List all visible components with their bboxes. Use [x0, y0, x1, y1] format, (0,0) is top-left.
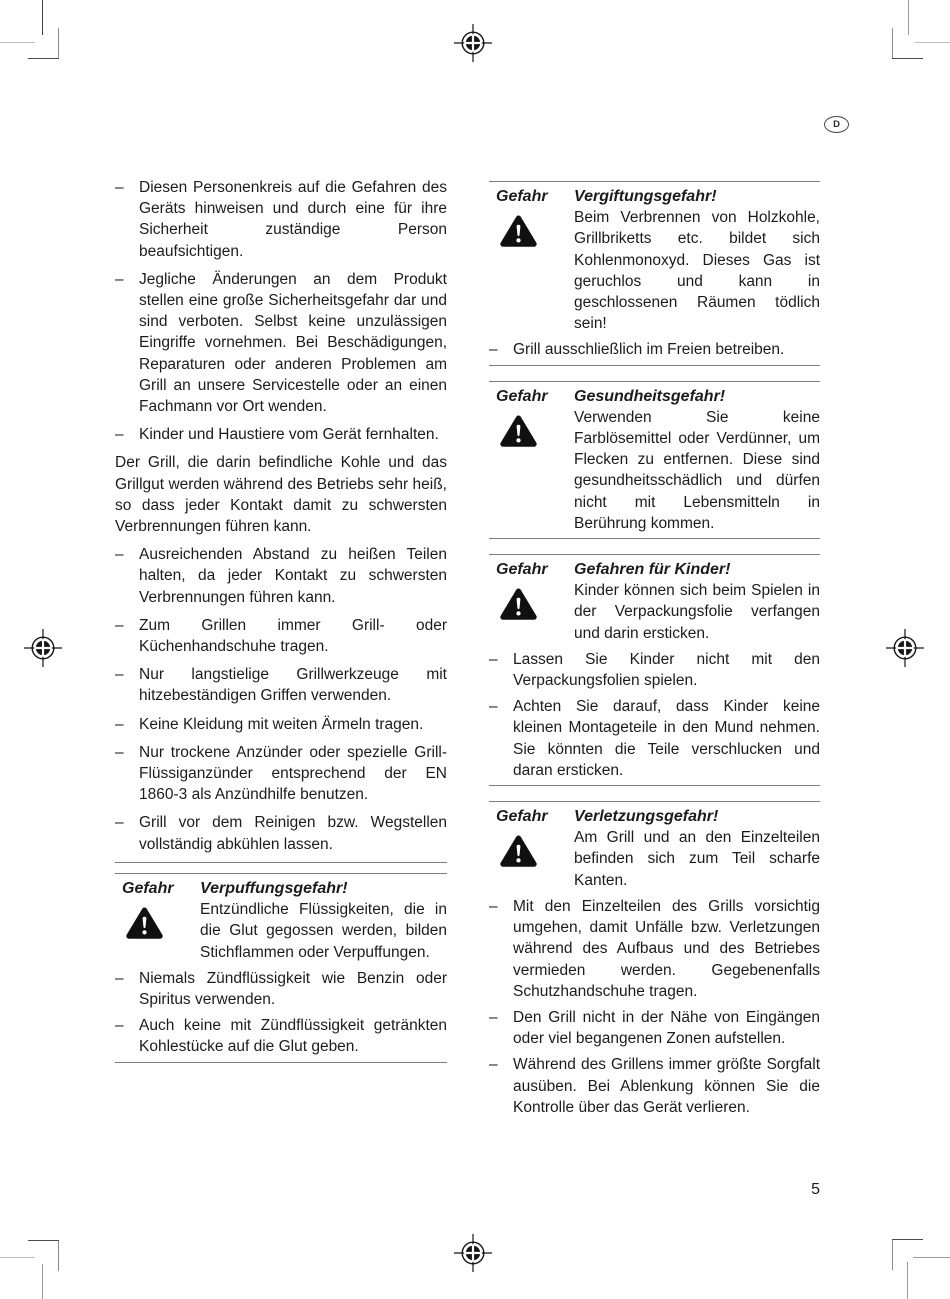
list-item: – Diesen Personenkreis auf die Gefahren des Geräts hinweisen und durch eine für ihre Sicherheit zuständige Person beaufsichtigen. — [115, 177, 447, 262]
warning-body: Beim Verbrennen von Holzkohle, Grillbriketts etc. bildet sich Kohlenmonoxyd. Dieses Gas ist geruchlos und kann in geschlossenen Räumen tödlich sein! — [574, 209, 820, 333]
registration-mark-left-center — [23, 628, 63, 673]
warning-label: Gefahr — [496, 561, 548, 579]
warning-rule-bottom — [115, 1062, 447, 1063]
list-item: – Niemals Zündflüssigkeit wie Benzin oder Spiritus verwenden. — [115, 968, 447, 1010]
warning-triangle-icon — [489, 407, 574, 534]
right-column — [489, 181, 820, 1118]
warning-body: Entzündliche Flüssigkeiten, die in die Glut gegossen werden, bilden Stichflammen oder Verpuffungen. — [200, 901, 447, 961]
warning-rule-bottom — [489, 365, 820, 366]
warning-body: Verwenden Sie keine Farblösemittel oder Verdünner, um Flecken zu entfernen. Diese sind gesundheitsschädlich und dürfen nicht mit Lebensmitteln in Berührung kommen. — [574, 408, 820, 532]
warning-rule-top — [489, 801, 820, 802]
list-item: – Auch keine mit Zündflüssigkeit getränkten Kohlestücke auf die Glut geben. — [115, 1015, 447, 1057]
warning-triangle-icon — [489, 580, 574, 644]
list-item: – Jegliche Änderungen an dem Produkt stellen eine große Sicherheitsgefahr dar und sind verboten. Selbst keine unzulässigen Eingriffe vornehmen. Bei Beschädigungen, Reparaturen oder anderen Problemen am Grill an unsere Servicestelle oder an einen Fachmann vor Ort wenden. — [115, 269, 447, 417]
warning-rule-top — [489, 181, 820, 182]
registration-mark-right-center — [885, 628, 925, 673]
warning-box-verletzungsgefahr — [489, 801, 820, 1118]
warning-box-gefahren-fuer-kinder — [489, 554, 820, 786]
warning-label: Gefahr — [122, 879, 174, 897]
warning-box-vergiftungsgefahr — [489, 181, 820, 366]
warning-label: Gefahr — [496, 387, 548, 405]
warning-triangle-icon — [489, 827, 574, 891]
warning-box-gesundheitsgefahr — [489, 381, 820, 539]
warning-triangle-icon — [115, 899, 200, 963]
country-code-badge — [824, 116, 849, 133]
warning-body: Am Grill und an den Einzelteilen befinden sich zum Teil scharfe Kanten. — [574, 829, 820, 889]
left-column — [115, 177, 447, 1063]
list-item: – Nur trockene Anzünder oder spezielle Grill-Flüssiganzünder entsprechend der EN 1860-3 als Anzündhilfe benutzen. — [115, 742, 447, 806]
warning-title: Gesundheitsgefahr! — [574, 387, 726, 405]
country-code-label: D — [833, 119, 840, 130]
list-item: – Während des Grillens immer größte Sorgfalt ausüben. Bei Ablenkung können Sie die Kontrolle über das Gerät verlieren. — [489, 1054, 820, 1118]
list-item: – Mit den Einzelteilen des Grills vorsichtig umgehen, damit Unfälle bzw. Verletzungen während des Aufbaus und des Betriebes vermieden werden. Gegebenenfalls Schutzhandschuhe tragen. — [489, 896, 820, 1002]
warning-title: Vergiftungsgefahr! — [574, 188, 717, 205]
page-number: 5 — [811, 1181, 820, 1198]
list-item: – Keine Kleidung mit weiten Ärmeln tragen. — [115, 714, 447, 735]
warning-rule-bottom — [489, 538, 820, 539]
warning-label: Gefahr — [496, 808, 548, 826]
list-item: – Den Grill nicht in der Nähe von Eingängen oder viel begangenen Zonen aufstellen. — [489, 1007, 820, 1049]
list-item: – Kinder und Haustiere vom Gerät fernhalten. — [115, 424, 447, 445]
warning-box-verpuffungsgefahr — [115, 873, 447, 1063]
list-item: – Achten Sie darauf, dass Kinder keine kleinen Montageteile in den Mund nehmen. Sie könnten die Teile verschlucken und daran ersticken. — [489, 696, 820, 781]
warning-body: Kinder können sich beim Spielen in der Verpackungsfolie verfangen und darin ersticken. — [574, 582, 820, 642]
section-divider — [115, 862, 447, 863]
list-item: – Grill ausschließlich im Freien betreiben. — [489, 339, 820, 360]
list-item: – Lassen Sie Kinder nicht mit den Verpackungsfolien spielen. — [489, 649, 820, 691]
warning-title: Verletzungsgefahr! — [574, 808, 719, 826]
paragraph: Der Grill, die darin befindliche Kohle und das Grillgut werden während des Betriebs sehr heiß, so dass jeder Kontakt damit zu schwersten Verbrennungen führen kann. — [115, 454, 447, 536]
warning-label: Gefahr — [496, 188, 548, 205]
list-item: – Nur langstielige Grillwerkzeuge mit hitzebeständigen Griffen verwenden. — [115, 664, 447, 706]
list-item: – Zum Grillen immer Grill- oder Küchenhandschuhe tragen. — [115, 615, 447, 657]
warning-triangle-icon — [489, 207, 574, 334]
warning-title: Verpuffungsgefahr! — [200, 879, 348, 897]
list-item: – Grill vor dem Reinigen bzw. Wegstellen vollständig abkühlen lassen. — [115, 812, 447, 854]
warning-rule-top — [489, 554, 820, 555]
warning-rule-top — [489, 381, 820, 382]
warning-rule-bottom — [489, 785, 820, 786]
registration-mark-bottom-center — [453, 1233, 493, 1278]
list-item: – Ausreichenden Abstand zu heißen Teilen halten, da jeder Kontakt zu schwersten Verbrennungen führen kann. — [115, 544, 447, 608]
warning-title: Gefahren für Kinder! — [574, 561, 731, 579]
registration-mark-top-center — [453, 23, 493, 68]
warning-rule-top — [115, 873, 447, 874]
